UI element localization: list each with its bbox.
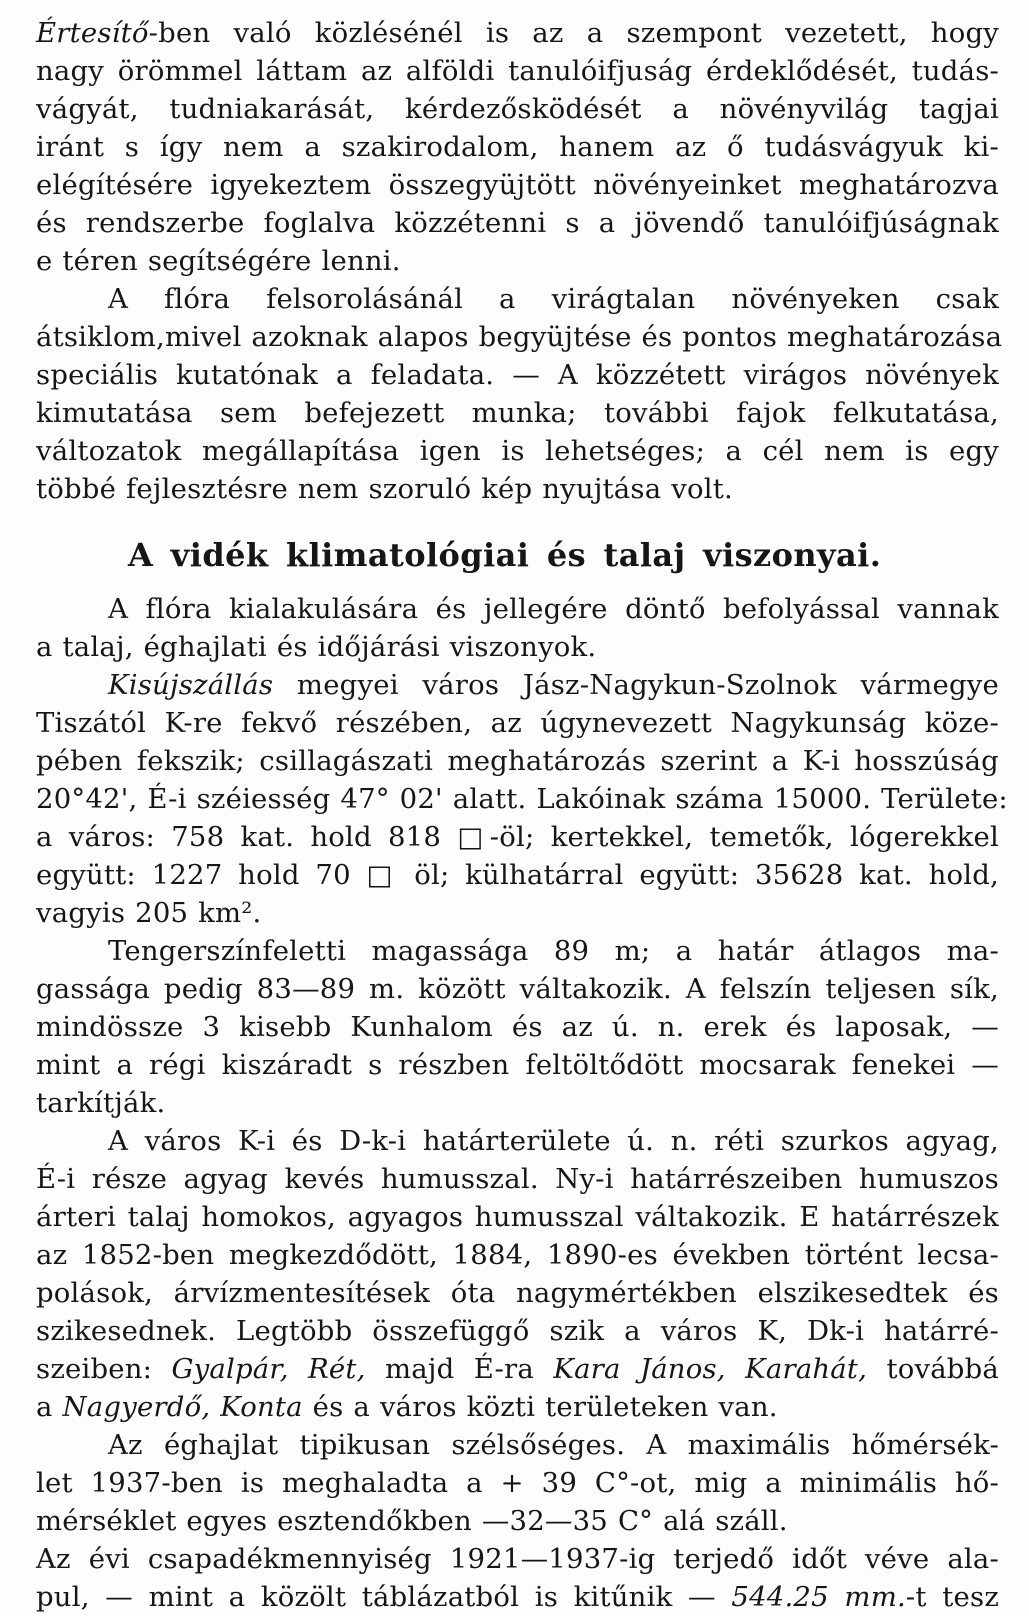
italic-place-names: Nagyerdő, Konta <box>62 1391 303 1423</box>
text-line: együtt: 1227 hold 70 □ öl; külhatárral együtt: 35628 kat. hold, <box>36 859 999 891</box>
spacer <box>36 508 999 518</box>
text-line: és rendszerbe foglalva közzétenni s a jövendő tanulóifjúságnak <box>36 207 999 239</box>
text-span: a <box>36 1391 63 1423</box>
italic-place-names: Kara János, Karahát, <box>553 1353 868 1385</box>
text-line: speciális kutatónak a feladata. — A közzétett virágos növények <box>36 359 999 391</box>
text-span: pul, — mint a közölt táblázatból is kitűnik — <box>36 1581 732 1613</box>
text-line: a talaj, éghajlati és időjárási viszonyok. <box>36 631 597 663</box>
text-line: elégítésére igyekeztem összegyüjtött növényeinket meghatározva <box>36 169 999 201</box>
text-line: árteri talaj homokos, agyagos humusszal váltakozik. E határrészek <box>36 1201 999 1233</box>
text-line: pében fekszik; csillagászati meghatározás szerint a K-i hosszúság <box>36 745 999 777</box>
text-line: átsiklom,mivel azoknak alapos begyüjtése és pontos meghatározása <box>36 321 1003 353</box>
text-line <box>36 1578 999 1616</box>
text-line: Az éghajlat tipikusan szélsőséges. A maximális hőmérsék- <box>108 1429 999 1461</box>
text-line: Tiszától K-re fekvő részében, az úgynevezett Nagykunság köze- <box>36 707 999 739</box>
paragraph-8 <box>36 1540 999 1616</box>
text-line: változatok megállapítása igen is lehetséges; a cél nem is egy <box>36 435 999 467</box>
text-line: Tengerszínfeletti magassága 89 m; a határ átlagos ma- <box>108 935 999 967</box>
text-line: iránt s így nem a szakirodalom, hanem az ő tudásvágyuk ki- <box>36 131 999 163</box>
text-line: A flóra felsorolásánál a virágtalan növényeken csak <box>108 283 999 315</box>
text-line: mint a régi kiszáradt s részben feltöltődött mocsarak fenekei — <box>36 1049 999 1081</box>
section-heading: A vidék klimatológiai és talaj viszonyai. <box>128 536 882 574</box>
text-line: mérséklet egyes esztendőkben —32—35 C° alá száll. <box>36 1505 788 1537</box>
text-line: tarkítják. <box>36 1087 166 1119</box>
text-line: É-i része agyag kevés humusszal. Ny-i határrészeiben humuszos <box>36 1163 999 1195</box>
text-line <box>36 14 999 52</box>
text-span: és a város közti területeken van. <box>302 1391 778 1423</box>
text-line <box>36 666 999 704</box>
paragraph-7 <box>36 1426 999 1540</box>
text-line: Az évi csapadékmennyiség 1921—1937-ig terjedő időt véve ala- <box>36 1543 999 1575</box>
text-line: az 1852-ben megkezdődött, 1884, 1890-es években történt lecsa- <box>36 1239 999 1271</box>
text-line: gassága pedig 83—89 m. között váltakozik. A felszín teljesen sík, <box>36 973 999 1005</box>
paragraph-6 <box>36 1122 999 1426</box>
paragraph-5 <box>36 932 999 1122</box>
text-span: megyei város Jász-Nagykun-Szolnok vármegye <box>273 669 999 701</box>
text-line: többé fejlesztésre nem szoruló kép nyujtása volt. <box>36 473 733 505</box>
text-line: A flóra kialakulására és jellegére döntő befolyással vannak <box>108 593 999 625</box>
text-line: a város: 758 kat. hold 818 □-öl; kertekkel, temetők, lógerekkel <box>36 821 999 853</box>
text-line: nagy örömmel láttam az alföldi tanulóifjuság érdeklődését, tudás- <box>36 55 999 87</box>
paragraph-2 <box>36 280 1003 508</box>
text-line: A város K-i és D-k-i határterülete ú. n. réti szurkos agyag, <box>108 1125 999 1157</box>
paragraph-3 <box>36 590 999 666</box>
text-line: kimutatása sem befejezett munka; további fajok felkutatása, <box>36 397 999 429</box>
italic-term: Kisújszállás <box>108 669 274 701</box>
text-line: mindössze 3 kisebb Kunhalom és az ú. n. erek és laposak, — <box>36 1011 999 1043</box>
italic-term: Értesítő <box>36 17 149 49</box>
text-span: szeiben: <box>36 1353 172 1385</box>
text-line <box>36 1350 999 1388</box>
paragraph-4 <box>36 666 1008 932</box>
text-span: továbbá <box>867 1353 1000 1385</box>
text-line <box>36 1388 999 1426</box>
text-line: let 1937-ben is meghaladta a + 39 C°-ot, mig a minimális hő- <box>36 1467 999 1499</box>
text-line: szikesednek. Legtöbb összefüggő szik a város K, Dk-i határré- <box>36 1315 999 1347</box>
text-line: vágyát, tudniakarását, kérdezősködését a növényvilág tagjai <box>36 93 999 125</box>
paragraph-1 <box>36 14 999 280</box>
text-span: majd É-ra <box>365 1353 554 1385</box>
text-line: e téren segítségére lenni. <box>36 245 401 277</box>
text-line: 20°42', É-i széiesség 47° 02' alatt. Lakóinak száma 15000. Területe: <box>36 783 1008 815</box>
text-line: polások, árvízmentesítések óta nagymértékben elszikesedtek és <box>36 1277 999 1309</box>
italic-place-names: Gyalpár, Rét, <box>171 1353 366 1385</box>
text-span: -ben való közlésénél is az a szempont vezetett, hogy <box>148 17 999 49</box>
text-line: vagyis 205 km². <box>36 897 262 929</box>
italic-value: 544.25 mm. <box>731 1581 906 1613</box>
text-span: -t tesz <box>905 1581 1000 1613</box>
